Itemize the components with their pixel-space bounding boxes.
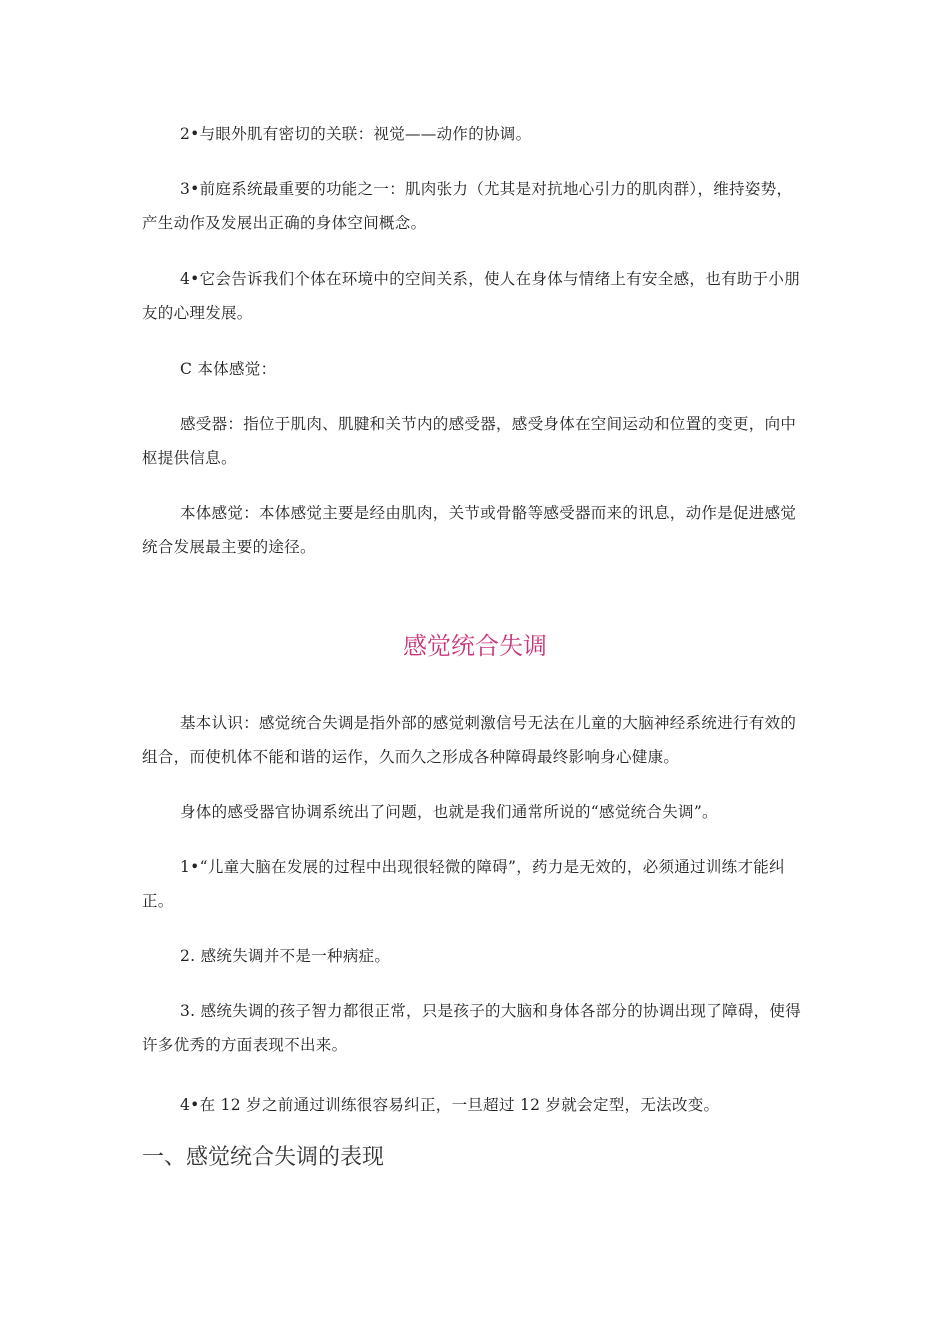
paragraph-receptor: 感受器：指位于肌肉、肌腱和关节内的感受器，感受身体在空间运动和位置的变更，向中枢提供信息。: [142, 415, 797, 467]
paragraph-basic-understanding: 基本认识：感觉统合失调是指外部的感觉刺激信号无法在儿童的大脑神经系统进行有效的组合，而使机体不能和谐的运作，久而久之形成各种障碍最终影响身心健康。: [142, 714, 797, 766]
subsection-title: 一、感觉统合失调的表现: [142, 1145, 385, 1170]
paragraph-point-4: 4•在 12 岁之前通过训练很容易纠正，一旦超过 12 岁就会定型，无法改变。: [180, 1096, 720, 1114]
paragraph-proprioception-heading: C 本体感觉：: [180, 360, 277, 378]
paragraph-point-1: 1•“儿童大脑在发展的过程中出现很轻微的障碍”，药力是无效的，必须通过训练才能纠正。: [142, 858, 785, 910]
paragraph-proprioception: 本体感觉：本体感觉主要是经由肌肉，关节或骨骼等感受器而来的讯息，动作是促进感觉统合发展最主要的途径。: [142, 504, 797, 556]
paragraph-vestibular-4: 4•它会告诉我们个体在环境中的空间关系，使人在身体与情绪上有安全感，也有助于小朋友的心理发展。: [142, 270, 801, 322]
paragraph-point-3: 3. 感统失调的孩子智力都很正常，只是孩子的大脑和身体各部分的协调出现了障碍，使得许多优秀的方面表现不出来。: [142, 1002, 802, 1054]
paragraph-vestibular-3: 3•前庭系统最重要的功能之一：肌肉张力（尤其是对抗地心引力的肌肉群），维持姿势，产生动作及发展出正确的身体空间概念。: [142, 180, 793, 232]
paragraph-sensory-system-problem: 身体的感受器官协调系统出了问题，也就是我们通常所说的“感觉统合失调”。: [180, 803, 718, 821]
section-title: 感觉统合失调: [403, 632, 547, 660]
paragraph-point-2: 2. 感统失调并不是一种病症。: [180, 947, 391, 965]
paragraph-vestibular-2: 2•与眼外肌有密切的关联：视觉——动作的协调。: [180, 125, 532, 143]
